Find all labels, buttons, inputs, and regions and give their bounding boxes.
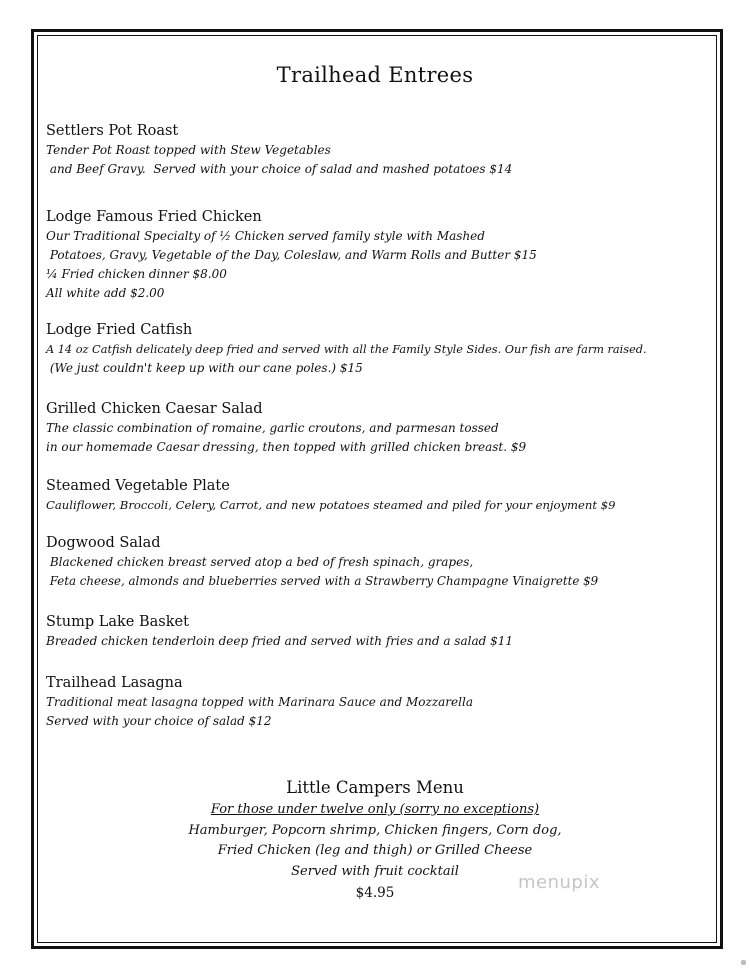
kids-menu-items-line: Hamburger, Popcorn shrimp, Chicken fingers, Corn dog, (188, 822, 562, 838)
entree-description-line: ¼ Fried chicken dinner $8.00 (46, 267, 227, 281)
menu-title: Trailhead Entrees (276, 63, 474, 87)
entree-name: Lodge Fried Catfish (46, 322, 193, 338)
entree-description-line: A 14 oz Catfish delicately deep fried and served with all the Family Style Sides. Our fish are farm raised. (46, 343, 647, 356)
scan-artifact (741, 960, 746, 965)
entree-item (46, 612, 726, 651)
entree-description-line: Blackened chicken breast served atop a bed of fresh spinach, grapes, (46, 555, 474, 569)
entree-description-line: Cauliflower, Broccoli, Celery, Carrot, and new potatoes steamed and piled for your enjoyment $9 (46, 498, 616, 512)
entree-item (46, 320, 726, 378)
kids-menu-title: Little Campers Menu (286, 778, 464, 797)
entree-description-line: Served with your choice of salad $12 (46, 714, 272, 728)
kids-menu-price: $4.95 (355, 885, 395, 901)
entree-item (46, 533, 726, 591)
entree-item (46, 207, 726, 303)
kids-menu-subtitle: For those under twelve only (sorry no exceptions) (210, 802, 540, 817)
entree-item (46, 121, 726, 179)
entree-description-line: Tender Pot Roast topped with Stew Vegetables (46, 143, 331, 157)
kids-menu-side-line: Served with fruit cocktail (291, 863, 459, 879)
entree-description-line: and Beef Gravy. Served with your choice of salad and mashed potatoes $14 (46, 162, 513, 176)
entree-description-line: All white add $2.00 (46, 286, 165, 300)
kids-menu-section (0, 776, 750, 904)
kids-menu-items-line: Fried Chicken (leg and thigh) or Grilled Cheese (217, 843, 533, 858)
entree-description-line: Breaded chicken tenderloin deep fried and served with fries and a salad $11 (46, 634, 513, 648)
entree-name: Lodge Famous Fried Chicken (46, 209, 262, 225)
entree-description-line: in our homemade Caesar dressing, then topped with grilled chicken breast. $9 (46, 440, 527, 454)
entree-description-line: Traditional meat lasagna topped with Marinara Sauce and Mozzarella (46, 695, 473, 709)
menupix-watermark: menupix (518, 872, 601, 893)
entree-description-line: The classic combination of romaine, garlic croutons, and parmesan tossed (46, 421, 499, 435)
entree-description-line: Potatoes, Gravy, Vegetable of the Day, Coleslaw, and Warm Rolls and Butter $15 (46, 248, 537, 262)
entree-name: Dogwood Salad (46, 535, 161, 551)
entree-name: Steamed Vegetable Plate (46, 478, 230, 494)
entree-item (46, 399, 726, 457)
entree-name: Settlers Pot Roast (46, 123, 179, 139)
entree-name: Grilled Chicken Caesar Salad (46, 401, 263, 417)
entree-description-line: (We just couldn't keep up with our cane poles.) $15 (46, 361, 363, 375)
entree-name: Trailhead Lasagna (46, 675, 183, 691)
entree-description-line: Feta cheese, almonds and blueberries served with a Strawberry Champagne Vinaigrette $9 (46, 574, 599, 588)
entree-name: Stump Lake Basket (46, 614, 189, 630)
entree-item (46, 476, 726, 515)
entree-item (46, 673, 726, 731)
entree-description-line: Our Traditional Specialty of ½ Chicken served family style with Mashed (46, 229, 485, 243)
